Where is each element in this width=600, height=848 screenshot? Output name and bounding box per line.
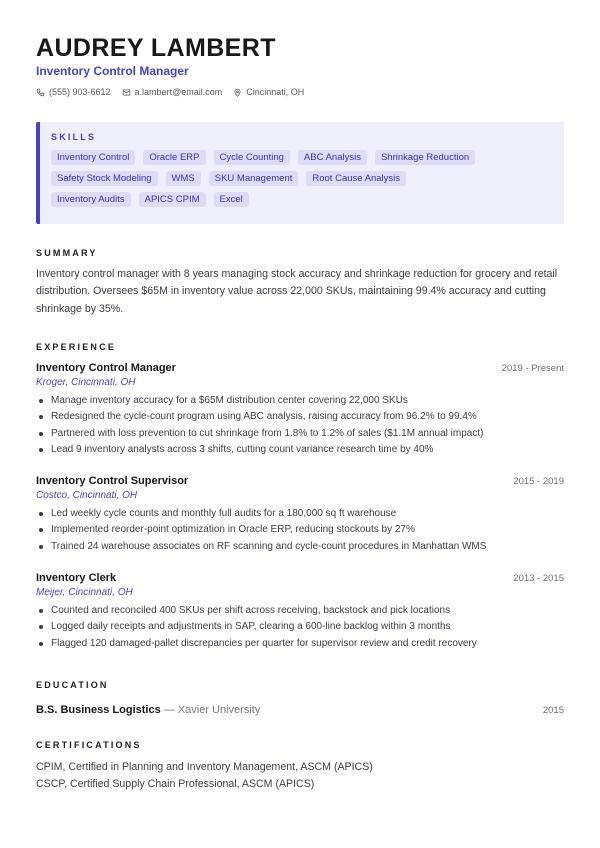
job-company: Costco, Cincinnati, OH (36, 490, 138, 501)
skill-chip: Shrinkage Reduction (375, 150, 475, 165)
job-title: Inventory Control Supervisor (36, 475, 189, 487)
summary-heading: SUMMARY (36, 248, 98, 258)
job-entry (36, 475, 564, 555)
skill-chip: Inventory Control (51, 150, 135, 165)
certifications-list (36, 759, 373, 793)
candidate-headline: Inventory Control Manager (36, 64, 189, 78)
candidate-name: AUDREY LAMBERT (36, 34, 276, 62)
job-bullet: Logged daily receipts and adjustments in SAP, clearing a 600-line backlog within 3 months (36, 619, 564, 635)
job-dates: 2013 - 2015 (513, 573, 564, 584)
job-bullets (36, 506, 564, 555)
skill-chip: WMS (166, 171, 201, 186)
skill-chip: Cycle Counting (214, 150, 290, 165)
skills-panel (36, 122, 564, 224)
job-entry (36, 572, 564, 652)
education-degree: B.S. Business Logistics (36, 704, 161, 716)
job-bullet: Counted and reconciled 400 SKUs per shift across receiving, backstock and pick locations (36, 603, 564, 619)
job-bullet: Implemented reorder-point optimization in Oracle ERP, reducing stockouts by 27% (36, 522, 564, 538)
phone-icon (36, 88, 45, 97)
skill-chip: Root Cause Analysis (306, 171, 406, 186)
skill-chip: Oracle ERP (143, 150, 205, 165)
job-bullet: Trained 24 warehouse associates on RF scanning and cycle-count procedures in Manhattan WMS (36, 539, 564, 555)
location-icon (233, 88, 242, 97)
skill-chip: Excel (214, 192, 249, 207)
education-year: 2015 (542, 705, 564, 716)
job-entry (36, 362, 564, 459)
experience-heading: EXPERIENCE (36, 342, 117, 352)
skill-chip: Inventory Audits (51, 192, 131, 207)
job-bullets (36, 603, 564, 652)
certifications-heading: CERTIFICATIONS (36, 740, 142, 750)
job-bullet: Flagged 120 damaged-pallet discrepancies per quarter for supervisor review and credit recovery (36, 636, 564, 652)
skill-chip: APICS CPIM (139, 192, 206, 207)
education-school: — Xavier University (160, 704, 261, 716)
job-dates: 2019 - Present (501, 363, 564, 374)
skill-chip: ABC Analysis (298, 150, 367, 165)
certification-item: CPIM, Certified in Planning and Inventory Management, ASCM (APICS) (36, 761, 373, 773)
contact-phone-text: (555) 903-6612 (49, 87, 111, 97)
education-entry (36, 700, 564, 718)
contact-phone (36, 87, 111, 97)
skill-chip: Safety Stock Modeling (51, 171, 158, 186)
job-bullet: Redesigned the cycle-count program using ABC analysis, raising accuracy from 96.2% to 99.4% (36, 409, 564, 425)
email-icon (122, 88, 131, 97)
certification-item: CSCP, Certified Supply Chain Professional, ASCM (APICS) (36, 778, 315, 790)
education-heading: EDUCATION (36, 680, 109, 690)
contact-location-text: Cincinnati, OH (246, 87, 305, 97)
summary-text: Inventory control manager with 8 years managing stock accuracy and shrinkage reduction for grocery and retail distribution. Oversees $65M in inventory value across 22,000 SKUs, maintaining 99.4% accuracy and cutting shrinkage by 35%. (36, 268, 558, 315)
job-bullet: Lead 9 inventory analysts across 3 shifts, cutting count variance research time by 40% (36, 442, 564, 458)
job-bullet: Partnered with loss prevention to cut shrinkage from 1.8% to 1.2% of sales ($1.1M annual impact) (36, 426, 564, 442)
job-bullets (36, 393, 564, 459)
job-title: Inventory Control Manager (36, 362, 176, 374)
skills-heading: SKILLS (51, 132, 97, 142)
job-bullet: Led weekly cycle counts and monthly full audits for a 180,000 sq ft warehouse (36, 506, 564, 522)
job-company: Kroger, Cincinnati, OH (36, 377, 136, 388)
job-bullet: Manage inventory accuracy for a $65M distribution center covering 22,000 SKUs (36, 393, 564, 409)
contact-email (122, 87, 223, 97)
contact-bar (36, 87, 304, 97)
contact-location (233, 87, 304, 97)
job-title: Inventory Clerk (36, 572, 117, 584)
job-company: Meijer, Cincinnati, OH (36, 587, 133, 598)
skills-list (51, 150, 481, 207)
job-dates: 2015 - 2019 (513, 476, 564, 487)
skill-chip: SKU Management (209, 171, 299, 186)
contact-email-text: a.lambert@email.com (134, 87, 223, 97)
